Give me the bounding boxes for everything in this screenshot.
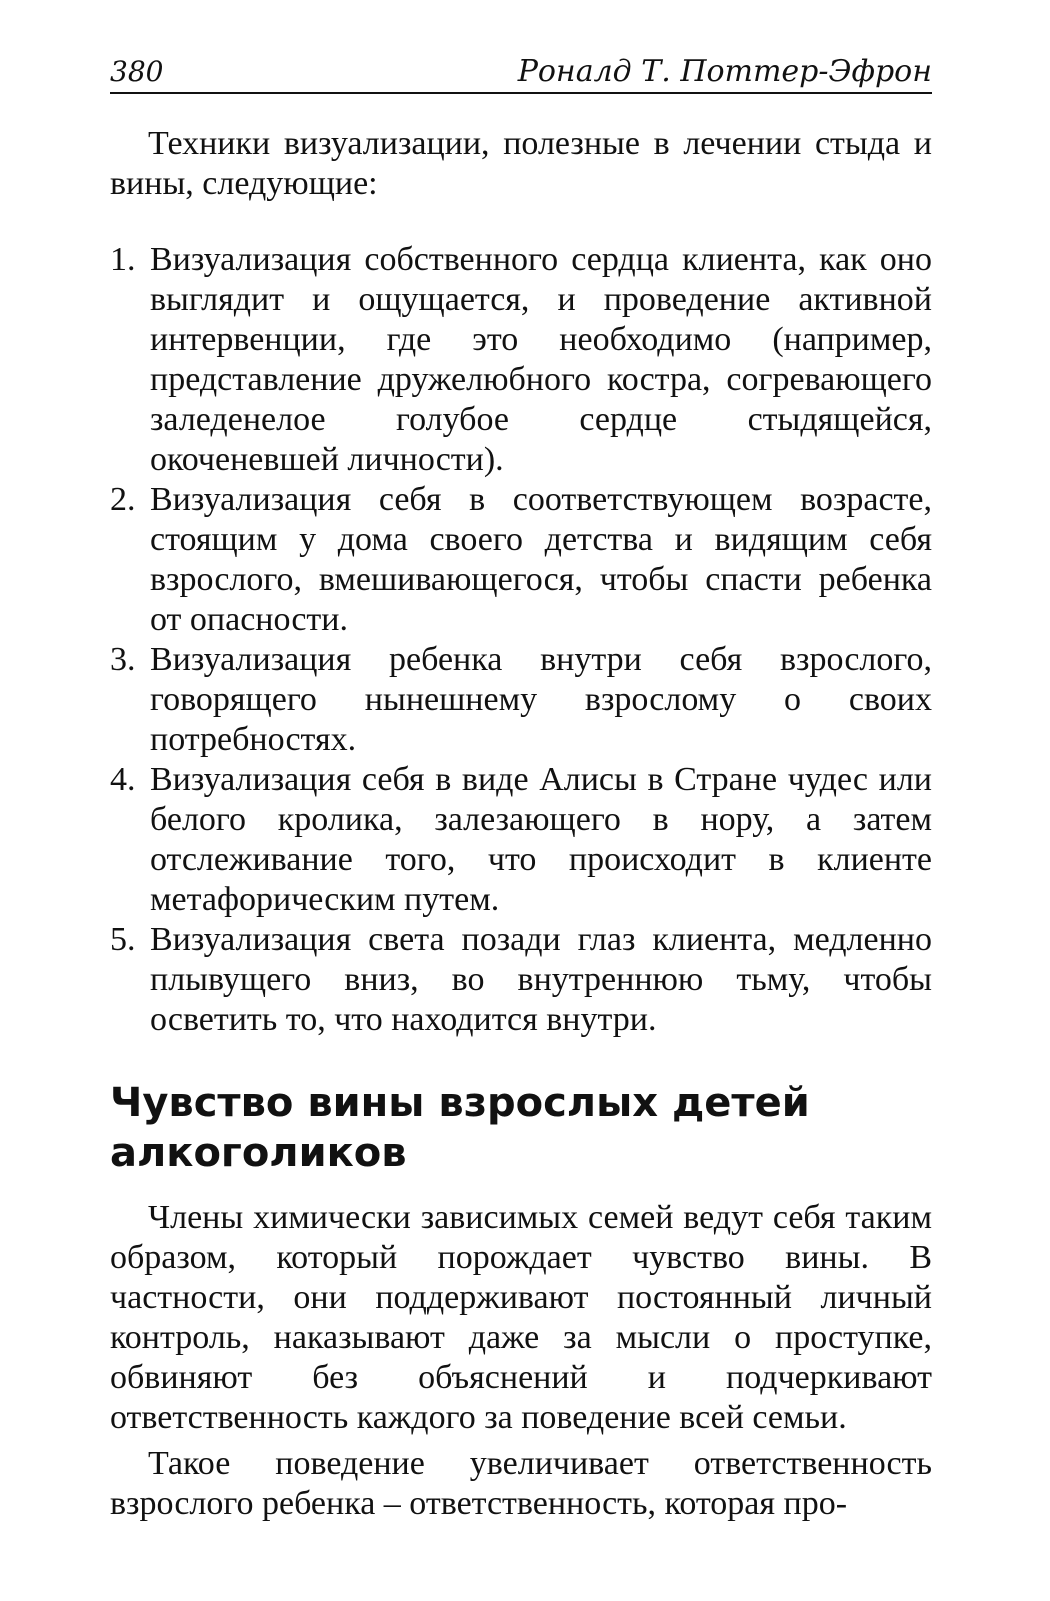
list-item-number: 4. [110, 761, 136, 798]
list-item-number: 3. [110, 641, 136, 678]
list-item-text: Визуализация собственного сердца клиента, как оно выглядит и ощущается, и проведение активной интервенции, где это необходимо (например, представление дружелюбного костра, согревающего заледенелое голубое сердце стыдящейся, окоченевшей личности). [150, 241, 932, 478]
running-head [110, 48, 932, 94]
book-page [110, 48, 932, 1578]
visualization-techniques-list [110, 240, 932, 1040]
list-item-text: Визуализация себя в соответствующем возрасте, стоящим у дома своего детства и видящим себя взрослого, вмешивающегося, чтобы спасти ребенка от опасности. [150, 481, 932, 638]
intro-paragraph: Техники визуализации, полезные в лечении стыда и вины, следующие: [110, 125, 932, 202]
list-item-text: Визуализация ребенка внутри себя взрослого, говорящего нынешнему взрослому о своих потребностях. [150, 641, 932, 758]
page-number: 380 [110, 55, 164, 88]
list-item-text: Визуализация света позади глаз клиента, медленно плывущего вниз, во внутреннюю тьму, чтобы осветить то, что находится внутри. [150, 921, 932, 1038]
list-item-number: 5. [110, 921, 136, 958]
list-item [110, 480, 932, 640]
list-item [110, 640, 932, 760]
section-heading: Чувство вины взрослых детей алкоголиков [110, 1080, 810, 1176]
list-item-text: Визуализация себя в виде Алисы в Стране чудес или белого кролика, залезающего в нору, а затем отслеживание того, что происходит в клиенте метафорическим путем. [150, 761, 932, 918]
list-item [110, 760, 932, 920]
section-paragraph: Члены химически зависимых семей ведут себя таким образом, который порождает чувство вины. В частности, они поддерживают постоянный личный контроль, наказывают даже за мысли о проступке, обвиняют без объяснений и подчеркивают ответственность каждого за поведение всей семьи. [110, 1199, 932, 1436]
list-item-number: 1. [110, 241, 136, 278]
running-head-author: Роналд Т. Поттер-Эфрон [517, 54, 932, 89]
list-item [110, 920, 932, 1040]
list-item-number: 2. [110, 481, 136, 518]
list-item [110, 240, 932, 480]
section-paragraph: Такое поведение увеличивает ответственность взрослого ребенка – ответственность, которая про- [110, 1445, 932, 1522]
